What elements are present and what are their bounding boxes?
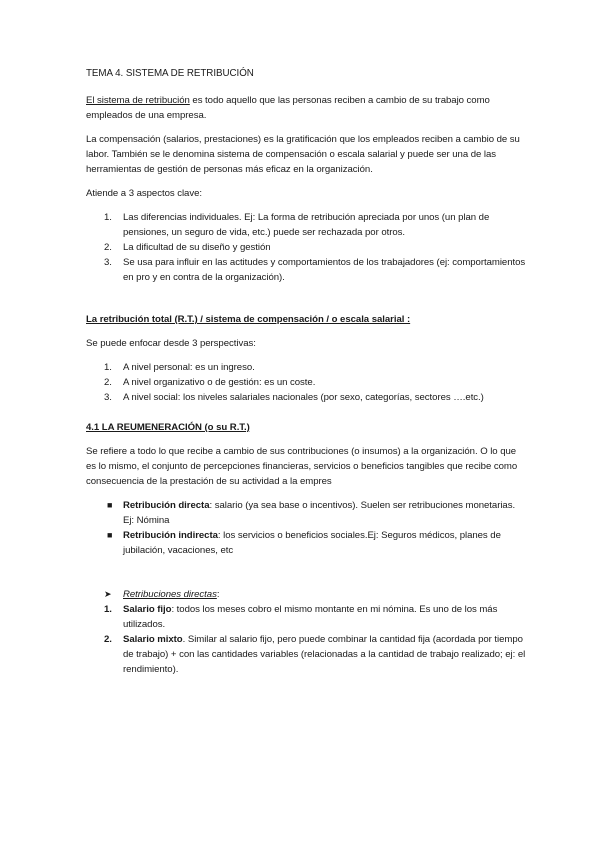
list-item-text: Se usa para influir en las actitudes y comportamientos de los trabajadores (ej: comportamientos en pro y en contra de la organización). [123, 257, 526, 283]
spacer [86, 567, 526, 587]
bullet-icon: ■ [107, 500, 113, 510]
perspectives-list [86, 360, 526, 405]
list-item [86, 360, 526, 375]
list-item [86, 210, 526, 240]
list-item [86, 528, 526, 558]
list-number: 2. [104, 242, 112, 253]
direct-term: Salario fijo [123, 604, 172, 615]
list-item-text: A nivel social: los niveles salariales nacionales (por sexo, categorías, sectores ….etc.) [123, 392, 484, 403]
list-number: 1. [104, 212, 112, 223]
list-item [86, 255, 526, 285]
list-number: 2. [104, 377, 112, 388]
list-number: 1. [104, 604, 112, 615]
perspectives-intro: Se puede enfocar desde 3 perspectivas: [86, 338, 256, 349]
list-item [86, 375, 526, 390]
type-term: Retribución indirecta [123, 530, 218, 541]
direct-list [86, 602, 526, 677]
aspects-intro: Atiende a 3 aspectos clave: [86, 188, 202, 199]
list-item [86, 632, 526, 677]
list-item-text: A nivel organizativo o de gestión: es un coste. [123, 377, 316, 388]
section-heading-text: 4.1 LA REUMENERACIÓN (o su R.T.) [86, 422, 250, 433]
direct-heading-suffix: : [216, 589, 220, 600]
list-item [86, 602, 526, 632]
list-item-text: Las diferencias individuales. Ej: La forma de retribución apreciada por unos (un plan de pensiones, un seguro de vida, etc.) puede ser rechazada por otros. [123, 212, 490, 238]
type-text: : los servicios o beneficios sociales.Ej: Seguros médicos, planes de jubilación, vacaciones, etc [123, 530, 501, 556]
compensation-paragraph: La compensación (salarios, prestaciones) es la gratificación que los empleados reciben a cambio de su labor. También se le denomina sistema de compensación o escala salarial y puede ser una de las herramientas de gestión de personas más eficaz en la organización. [86, 134, 520, 175]
intro-term: El sistema de retribución [86, 95, 190, 106]
aspects-list [86, 210, 526, 285]
spacer [86, 294, 526, 312]
list-number: 2. [104, 634, 112, 645]
direct-term: Salario mixto [123, 634, 183, 645]
list-number: 1. [104, 362, 112, 373]
intro-text: es todo aquello que las personas reciben a cambio de su trabajo como empleados de una empresa. [86, 95, 490, 121]
list-item [86, 390, 526, 405]
total-heading-text: La retribución total (R.T.) / sistema de compensación / o escala salarial : [86, 314, 411, 325]
bullet-icon: ■ [107, 530, 113, 540]
intro-paragraph [86, 93, 526, 123]
list-item-text: A nivel personal: es un ingreso. [123, 362, 255, 373]
direct-heading [86, 587, 526, 602]
arrow-bullet-icon: ➤ [104, 589, 112, 599]
section-paragraph: Se refiere a todo lo que recibe a cambio de sus contribuciones (o insumos) a la organización. O lo que es lo mismo, el conjunto de percepciones financieras, servicios o beneficios tangibles que recibe como consecuencia de la prestación de su actividad a la empres [86, 446, 518, 487]
direct-text: : todos los meses cobro el mismo montante en mi nómina. Es uno de los más utilizados. [123, 604, 498, 630]
total-heading [86, 312, 526, 327]
type-text: : salario (ya sea base o incentivos). Suelen ser retribuciones monetarias. Ej: Nómina [123, 500, 516, 526]
document-page [86, 66, 526, 686]
section-heading [86, 420, 526, 435]
types-list [86, 498, 526, 558]
list-number: 3. [104, 257, 112, 268]
direct-heading-text: Retribuciones directas [123, 589, 217, 600]
document-title: TEMA 4. SISTEMA DE RETRIBUCIÓN [86, 68, 254, 79]
list-item [86, 240, 526, 255]
list-item [86, 498, 526, 528]
list-number: 3. [104, 392, 112, 403]
type-term: Retribución directa [123, 500, 210, 511]
direct-text: . Similar al salario fijo, pero puede combinar la cantidad fija (acordada por tiempo de trabajo) + con las cantidades variables (relacionadas a la cantidad de trabajo realizado; ej: el rendimiento). [123, 634, 526, 675]
list-item-text: La dificultad de su diseño y gestión [123, 242, 271, 253]
